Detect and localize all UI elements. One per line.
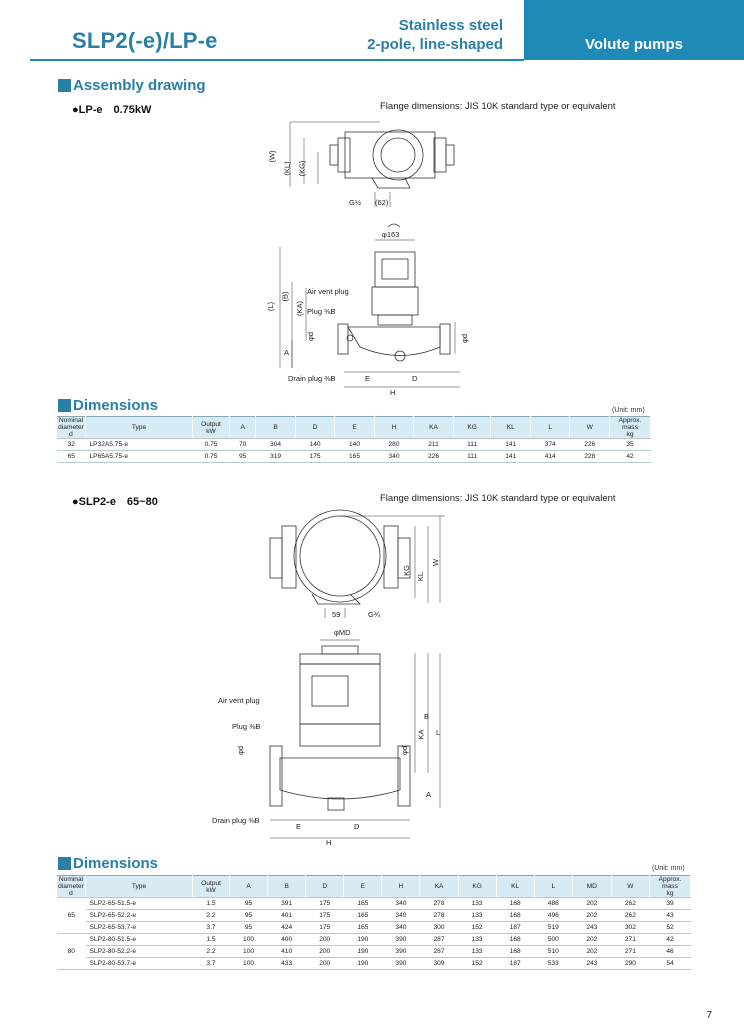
cell-a: 100 <box>230 958 268 970</box>
lp-label-h: H <box>390 388 396 397</box>
header-md: MD <box>572 876 611 898</box>
lp-label-ka: (KA) <box>295 301 304 316</box>
lp-label-d: D <box>412 374 418 383</box>
cell-w: 226 <box>570 439 610 451</box>
header-ka: KA <box>420 876 458 898</box>
lp-label-62: (62) <box>375 198 389 207</box>
header-nominal-diameter: Nominal diameter d <box>58 417 84 438</box>
cell-l: 496 <box>534 910 572 922</box>
cell-h: 340 <box>382 898 420 910</box>
table-row <box>57 439 651 451</box>
slp-label-59: 59 <box>332 610 341 619</box>
header-mass: Approx. mass kg <box>610 417 651 439</box>
dimensions1-table <box>57 416 651 463</box>
cell-diameter: 65 <box>57 898 86 934</box>
table-row <box>57 946 691 958</box>
header-kg: KG <box>458 876 496 898</box>
cell-l: 414 <box>530 451 569 463</box>
cell-md: 202 <box>572 910 611 922</box>
slp-label-d: D <box>354 822 360 831</box>
slp-label-h: H <box>326 838 332 847</box>
header-type: Type <box>86 876 193 898</box>
cell-output: 0.75 <box>193 439 230 451</box>
cell-md: 202 <box>572 898 611 910</box>
cell-diameter: 32 <box>57 439 86 451</box>
cell-e: 140 <box>335 439 374 451</box>
cell-ka: 309 <box>420 958 458 970</box>
cell-mass: 43 <box>650 910 691 922</box>
cell-type: LP32A5.75-e <box>86 439 193 451</box>
cell-a: 70 <box>230 439 256 451</box>
cell-type: SLP2-65-52.2-e <box>86 910 193 922</box>
cell-l: 374 <box>530 439 569 451</box>
dimensions2-table <box>57 875 691 970</box>
header-rule <box>30 59 524 61</box>
header-mass: Approx. mass kg <box>650 876 691 898</box>
category-label: Volute pumps <box>584 36 684 53</box>
cell-b: 391 <box>268 898 306 910</box>
slp-model-heading: ●SLP2-e 65~80 <box>72 496 158 508</box>
cell-mass: 52 <box>650 922 691 934</box>
lp-label-plug: Plug ⅜B <box>307 307 336 316</box>
cell-output: 1.5 <box>193 898 230 910</box>
cell-kl: 187 <box>496 922 534 934</box>
table-row <box>57 934 691 946</box>
cell-w: 271 <box>611 946 649 958</box>
cell-d: 175 <box>295 451 334 463</box>
header-e: E <box>335 417 374 439</box>
cell-w: 271 <box>611 934 649 946</box>
cell-e: 165 <box>344 898 382 910</box>
table-header-row <box>57 417 651 439</box>
cell-output: 2.2 <box>193 910 230 922</box>
cell-kg: 133 <box>458 898 496 910</box>
lp-flange-note: Flange dimensions: JIS 10K standard type or equivalent <box>380 101 616 112</box>
cell-e: 165 <box>344 922 382 934</box>
slp-label-drain: Drain plug ⅜B <box>212 816 260 825</box>
cell-h: 390 <box>382 958 420 970</box>
table-row <box>57 958 691 970</box>
header-d: D <box>306 876 344 898</box>
lp-model-heading: ●LP-e 0.75kW <box>72 104 152 116</box>
slp-label-air: Air vent plug <box>218 696 260 705</box>
header-b: B <box>256 417 295 439</box>
assembly-section-title: Assembly drawing <box>58 77 206 94</box>
table-row <box>57 451 651 463</box>
section-square-icon <box>58 399 71 412</box>
cell-ka: 211 <box>414 439 453 451</box>
cell-w: 302 <box>611 922 649 934</box>
cell-l: 486 <box>534 898 572 910</box>
cell-type: SLP2-80-51.5-e <box>86 934 193 946</box>
cell-h: 280 <box>374 439 413 451</box>
cell-output: 0.75 <box>193 451 230 463</box>
slp-label-a: A <box>426 790 432 799</box>
cell-b: 400 <box>268 934 306 946</box>
lp-label-a: A <box>284 348 290 357</box>
page-number: 7 <box>706 1010 712 1021</box>
cell-kg: 111 <box>453 439 491 451</box>
cell-mass: 42 <box>650 934 691 946</box>
page-title: SLP2(-e)/LP-e <box>72 28 218 53</box>
cell-ka: 278 <box>420 910 458 922</box>
cell-kg: 133 <box>458 910 496 922</box>
lp-label-b: (B) <box>280 291 290 302</box>
cell-mass: 35 <box>610 439 651 451</box>
header-ka: KA <box>414 417 453 439</box>
cell-mass: 46 <box>650 946 691 958</box>
cell-kg: 133 <box>458 946 496 958</box>
cell-diameter: 80 <box>57 934 86 970</box>
slp-label-kl: KL <box>416 571 426 582</box>
cell-l: 510 <box>534 946 572 958</box>
lp-label-e: E <box>365 374 371 383</box>
cell-e: 165 <box>344 910 382 922</box>
page-subtitle <box>330 16 503 54</box>
lp-label-l: (L) <box>266 301 276 312</box>
cell-type: LP65A5.75-e <box>86 451 193 463</box>
slp-label-phid: φd <box>236 745 246 756</box>
lp-label-w: (W) <box>267 150 277 163</box>
header-h: H <box>374 417 413 439</box>
cell-ka: 287 <box>420 934 458 946</box>
dimensions2-unit: (Unit: mm) <box>652 865 685 872</box>
cell-b: 401 <box>268 910 306 922</box>
subtitle-line-1: Stainless steel <box>398 17 503 34</box>
cell-kl: 168 <box>496 898 534 910</box>
slp-label-phid-right: φd <box>400 745 410 756</box>
cell-d: 175 <box>306 898 344 910</box>
dimensions2-section-title: Dimensions <box>58 855 158 872</box>
cell-b: 319 <box>256 451 295 463</box>
cell-type: SLP2-65-51.5-e <box>86 898 193 910</box>
cell-md: 243 <box>572 922 611 934</box>
cell-a: 100 <box>230 946 268 958</box>
cell-mass: 54 <box>650 958 691 970</box>
cell-output: 3.7 <box>193 922 230 934</box>
cell-a: 95 <box>230 451 256 463</box>
lp-label-kl: (KL) <box>282 161 292 176</box>
header-l: L <box>534 876 572 898</box>
dimensions1-unit: (Unit: mm) <box>612 407 645 414</box>
cell-output: 3.7 <box>193 958 230 970</box>
cell-l: 533 <box>534 958 572 970</box>
cell-md: 243 <box>572 958 611 970</box>
slp-label-ka: KA <box>416 729 426 740</box>
cell-kl: 168 <box>496 946 534 958</box>
header-kl: KL <box>491 417 530 439</box>
header-w: W <box>570 417 610 439</box>
cell-h: 390 <box>382 934 420 946</box>
cell-mass: 42 <box>610 451 651 463</box>
slp-label-b: B <box>424 712 430 721</box>
cell-ka: 300 <box>420 922 458 934</box>
cell-kl: 187 <box>496 958 534 970</box>
slp-label-g: G¾ <box>368 610 381 619</box>
lp-drawing-labels <box>260 112 500 402</box>
cell-h: 340 <box>374 451 413 463</box>
cell-output: 2.2 <box>193 946 230 958</box>
cell-e: 165 <box>335 451 374 463</box>
header-w: W <box>611 876 649 898</box>
cell-w: 262 <box>611 898 649 910</box>
header-b: B <box>268 876 306 898</box>
cell-diameter: 65 <box>57 451 86 463</box>
cell-md: 202 <box>572 934 611 946</box>
section-square-icon <box>58 79 71 92</box>
subtitle-line-2: 2-pole, line-shaped <box>367 36 503 53</box>
cell-d: 200 <box>306 934 344 946</box>
lp-label-air: Air vent plug <box>307 287 349 296</box>
slp-label-kg: KG <box>401 565 411 576</box>
cell-e: 190 <box>344 958 382 970</box>
slp-flange-note: Flange dimensions: JIS 10K standard type or equivalent <box>380 493 616 504</box>
table-row <box>57 898 691 910</box>
cell-d: 200 <box>306 958 344 970</box>
slp-label-l: L <box>436 728 441 737</box>
cell-w: 290 <box>611 958 649 970</box>
slp-label-phimd: φMD <box>334 628 351 637</box>
lp-label-phid: φd <box>306 331 316 342</box>
header-e: E <box>344 876 382 898</box>
header-output: Output kW <box>193 876 230 898</box>
cell-d: 200 <box>306 946 344 958</box>
header-kg: KG <box>453 417 491 439</box>
slp-label-w: W <box>431 558 441 567</box>
cell-a: 95 <box>230 898 268 910</box>
cell-d: 140 <box>295 439 334 451</box>
cell-b: 424 <box>268 922 306 934</box>
header-output: Output kW <box>193 417 230 439</box>
cell-mass: 39 <box>650 898 691 910</box>
section-square-icon <box>58 857 71 870</box>
cell-kg: 152 <box>458 922 496 934</box>
header-type: Type <box>86 417 193 439</box>
cell-w: 262 <box>611 910 649 922</box>
table-row <box>57 922 691 934</box>
table-header-row <box>57 876 691 898</box>
cell-type: SLP2-80-52.2-e <box>86 946 193 958</box>
cell-kg: 133 <box>458 934 496 946</box>
header-nominal-diameter: Nominal diameter d <box>58 876 84 897</box>
table-row <box>57 910 691 922</box>
cell-h: 390 <box>382 946 420 958</box>
cell-output: 1.5 <box>193 934 230 946</box>
header-kl: KL <box>496 876 534 898</box>
cell-md: 202 <box>572 946 611 958</box>
lp-label-phi163: φ163 <box>382 230 400 239</box>
cell-ka: 278 <box>420 898 458 910</box>
cell-l: 519 <box>534 922 572 934</box>
lp-label-phid-right: φd <box>460 333 470 344</box>
cell-e: 190 <box>344 946 382 958</box>
lp-label-drain: Drain plug ⅜B <box>288 374 336 383</box>
lp-label-kg: (KG) <box>297 160 307 177</box>
slp-label-e: E <box>296 822 302 831</box>
slp-drawing-labels <box>200 508 460 848</box>
header-a: A <box>230 417 256 439</box>
cell-kg: 152 <box>458 958 496 970</box>
slp-label-plug: Plug ⅜B <box>232 722 261 731</box>
category-banner <box>524 0 744 60</box>
cell-w: 228 <box>570 451 610 463</box>
cell-kg: 111 <box>453 451 491 463</box>
cell-ka: 226 <box>414 451 453 463</box>
cell-kl: 168 <box>496 910 534 922</box>
header-h: H <box>382 876 420 898</box>
header-a: A <box>230 876 268 898</box>
cell-a: 95 <box>230 910 268 922</box>
cell-kl: 168 <box>496 934 534 946</box>
cell-e: 190 <box>344 934 382 946</box>
header-l: L <box>530 417 569 439</box>
cell-l: 500 <box>534 934 572 946</box>
cell-b: 433 <box>268 958 306 970</box>
cell-h: 340 <box>382 910 420 922</box>
header-d: D <box>295 417 334 439</box>
cell-h: 340 <box>382 922 420 934</box>
cell-kl: 141 <box>491 439 530 451</box>
cell-type: SLP2-80-53.7-e <box>86 958 193 970</box>
cell-a: 100 <box>230 934 268 946</box>
cell-d: 175 <box>306 910 344 922</box>
cell-b: 410 <box>268 946 306 958</box>
lp-label-g: G½ <box>349 198 362 207</box>
cell-kl: 141 <box>491 451 530 463</box>
cell-d: 175 <box>306 922 344 934</box>
cell-a: 95 <box>230 922 268 934</box>
cell-b: 304 <box>256 439 295 451</box>
cell-ka: 287 <box>420 946 458 958</box>
dimensions1-section-title: Dimensions <box>58 397 158 414</box>
cell-type: SLP2-65-53.7-e <box>86 922 193 934</box>
